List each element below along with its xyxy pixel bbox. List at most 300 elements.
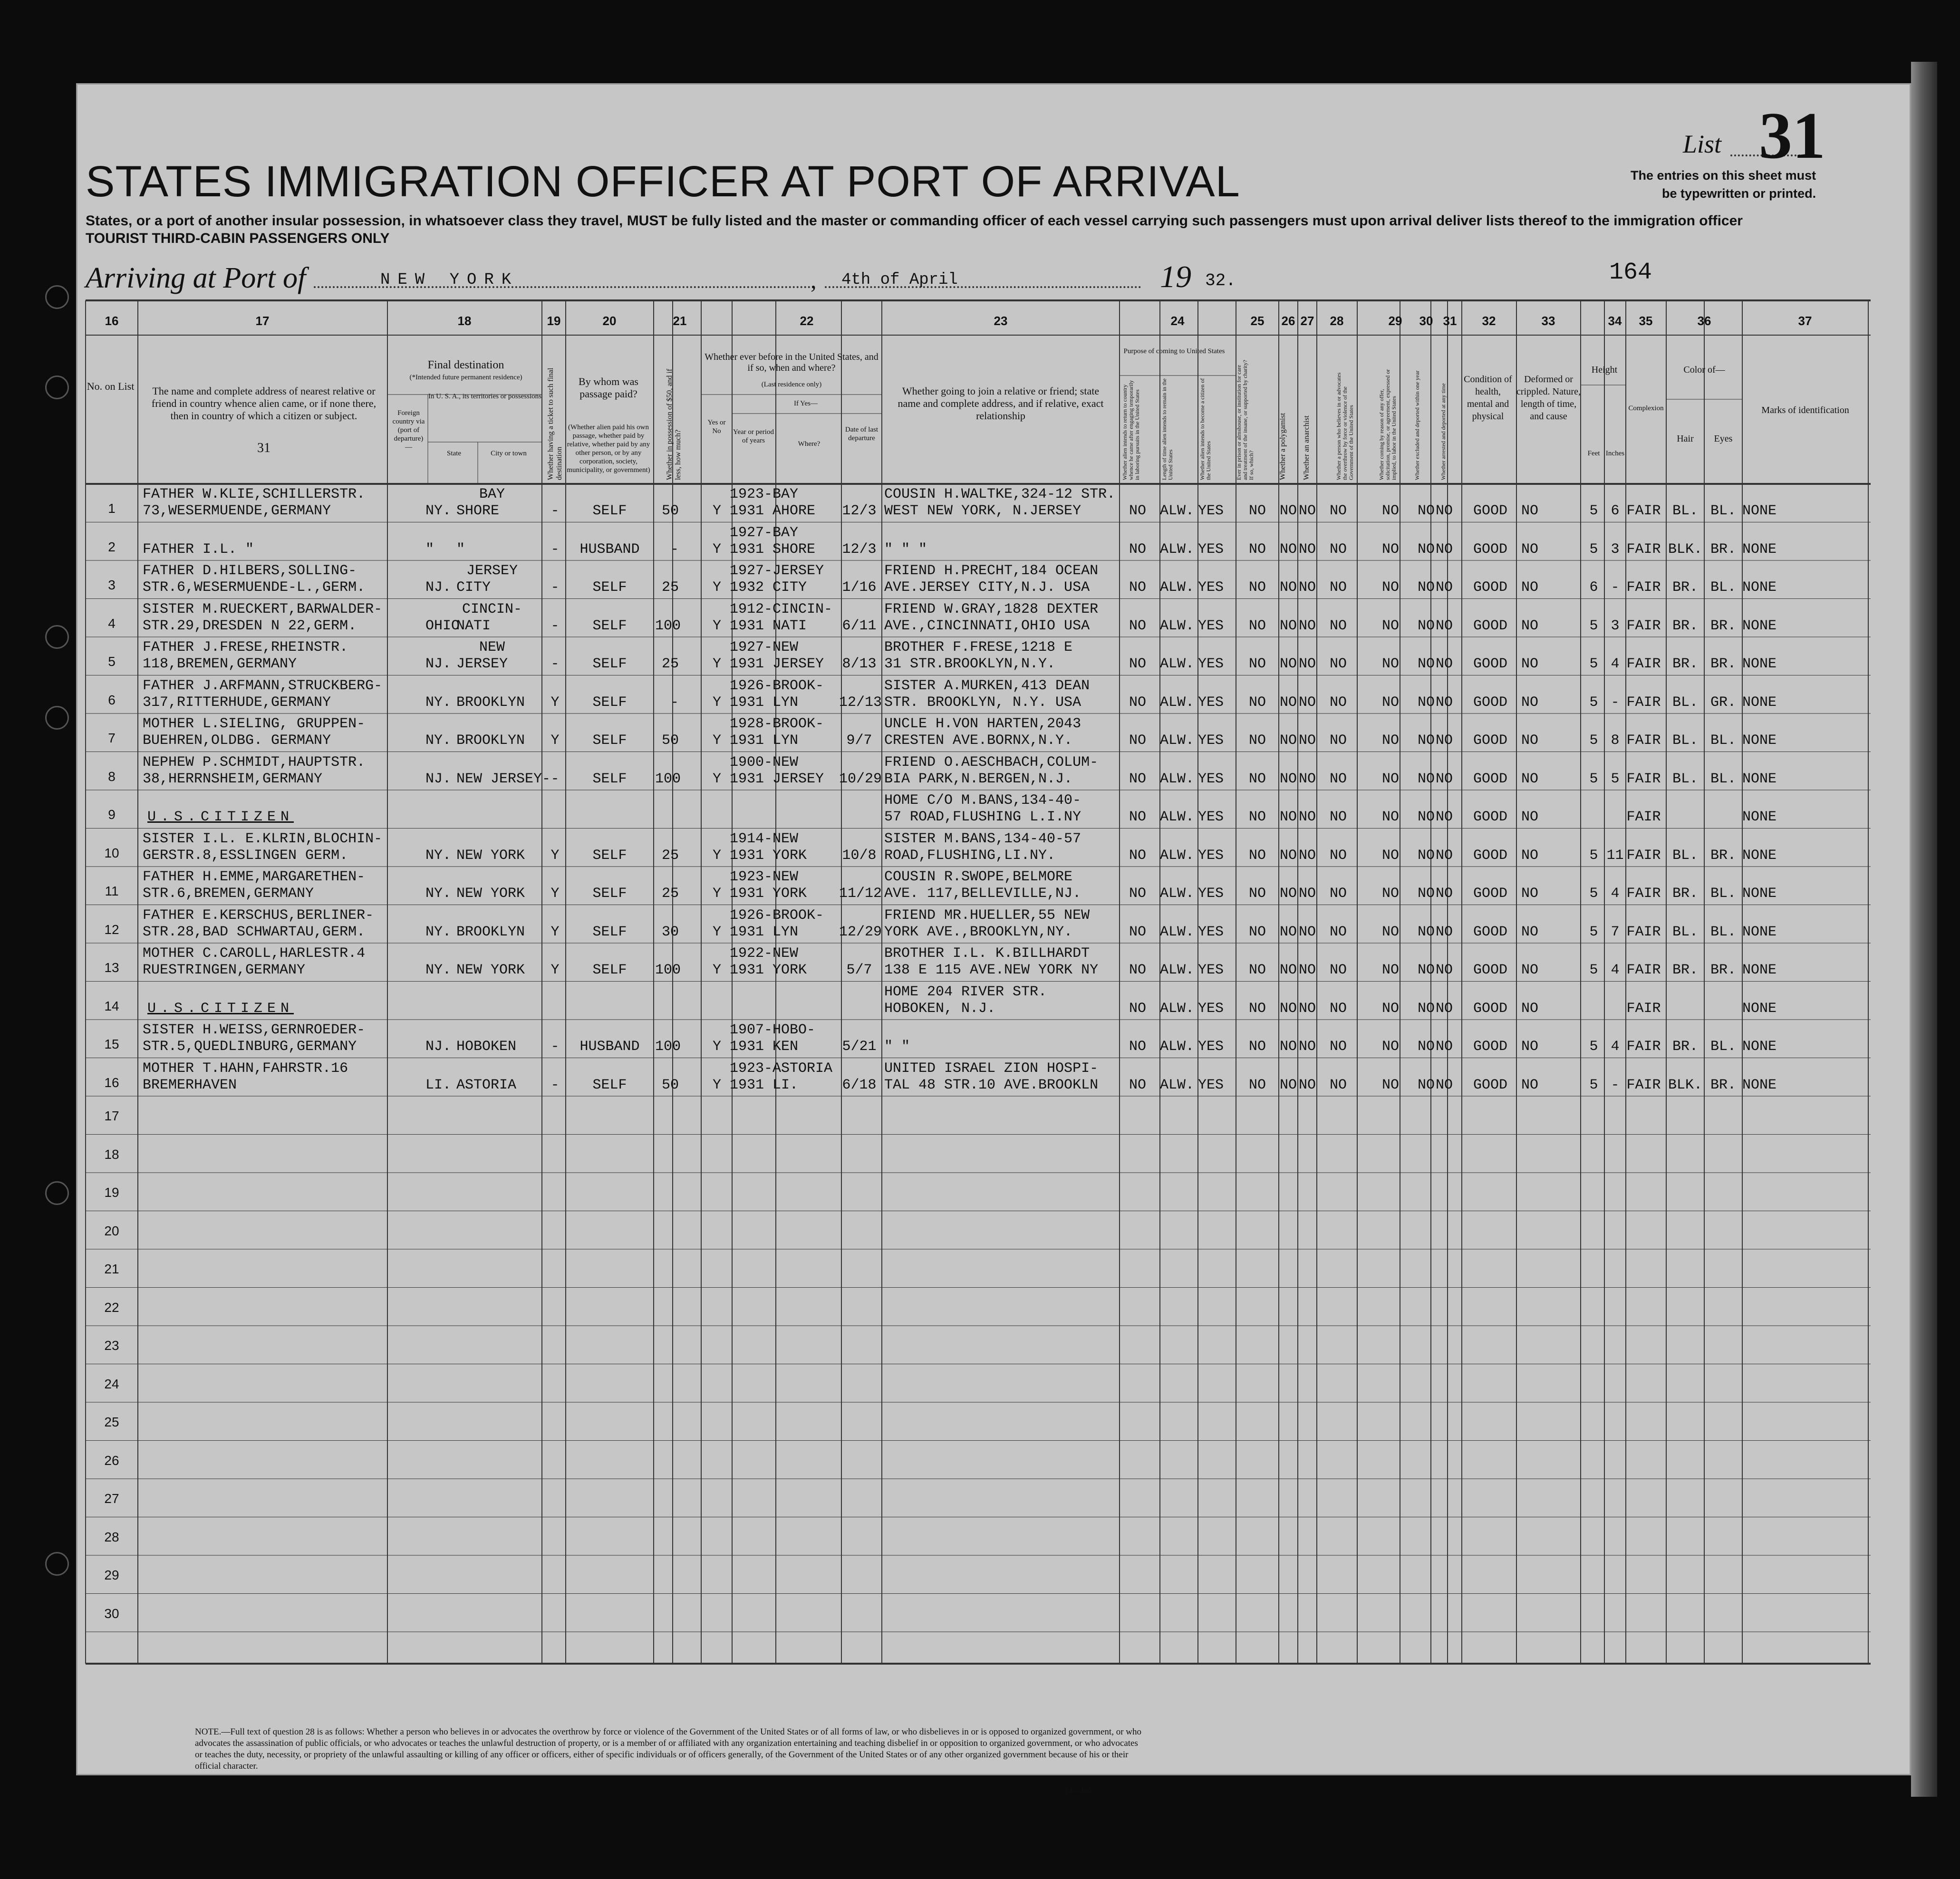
manifest-cell-c30: NO xyxy=(1417,617,1435,634)
manifest-cell-c28: NO xyxy=(1329,579,1347,596)
manifest-cell-paid: HUSBAND xyxy=(579,1039,640,1055)
manifest-cell-c28: NO xyxy=(1329,1000,1347,1017)
manifest-cell-c28: NO xyxy=(1329,503,1347,519)
manifest-cell-state: " xyxy=(425,541,434,558)
manifest-cell-c27: NO xyxy=(1298,771,1316,787)
col-21-header: Whether in possession of $50, and if less, how much? xyxy=(666,368,682,480)
empty-row-number: 21 xyxy=(104,1262,119,1276)
col-22-yesno: Yes or No xyxy=(707,419,726,435)
row-number: 11 xyxy=(105,884,119,898)
manifest-cell-c30: NO xyxy=(1417,541,1435,558)
manifest-cell-j2: AVE.,CINCINNATI,OHIO USA xyxy=(884,617,1090,634)
manifest-cell-comp: FAIR xyxy=(1626,809,1661,825)
manifest-cell-yn: Y xyxy=(712,886,721,902)
col-37-header: Marks of identification xyxy=(1761,405,1849,415)
manifest-cell-ret: NO xyxy=(1129,886,1147,902)
manifest-cell-money: 100 xyxy=(655,771,681,787)
manifest-cell-state: NY. xyxy=(425,732,452,749)
manifest-cell-health: GOOD xyxy=(1473,886,1507,902)
manifest-cell-c28: NO xyxy=(1329,732,1347,749)
manifest-cell-c26: NO xyxy=(1279,962,1297,978)
manifest-cell-c30: NO xyxy=(1417,924,1435,940)
manifest-cell-marks: NONE xyxy=(1742,1039,1777,1055)
column-number: 20 xyxy=(602,314,617,328)
manifest-cell-j1: FRIEND O.AESCHBACH,COLUM- xyxy=(884,754,1099,771)
manifest-cell-health: GOOD xyxy=(1473,962,1507,978)
manifest-cell-paid: SELF xyxy=(592,503,627,519)
column-number: 34 xyxy=(1608,314,1622,328)
row-number: 5 xyxy=(108,654,116,669)
manifest-cell-c29: NO xyxy=(1381,656,1399,672)
manifest-cell-j2: 57 ROAD,FLUSHING L.I.NY xyxy=(884,809,1081,825)
manifest-cell-yn: Y xyxy=(712,503,721,519)
col-36-header: Color of— xyxy=(1683,365,1725,375)
manifest-cell-yn: Y xyxy=(712,579,721,596)
manifest-cell-rel2: FATHER I.L. " xyxy=(143,541,254,558)
manifest-cell-money: 25 xyxy=(661,579,679,596)
manifest-cell-len: ALW. xyxy=(1160,579,1195,596)
manifest-cell-health: GOOD xyxy=(1473,579,1507,596)
manifest-cell-health: GOOD xyxy=(1473,809,1507,825)
row-number: 12 xyxy=(104,922,119,937)
manifest-cell-state: NJ. xyxy=(425,656,452,672)
manifest-cell-c26: NO xyxy=(1279,694,1297,711)
manifest-cell-marks: NONE xyxy=(1742,656,1777,672)
manifest-cell-ret: NO xyxy=(1129,656,1147,672)
manifest-cell-c28: NO xyxy=(1329,541,1347,558)
manifest-cell-comp: FAIR xyxy=(1626,771,1661,787)
manifest-cell-feet: 6 xyxy=(1589,579,1598,596)
manifest-cell-c31: NO xyxy=(1435,694,1453,711)
manifest-cell-len: ALW. xyxy=(1160,1039,1195,1055)
manifest-cell-p1: 1928-BROOK- xyxy=(730,716,824,732)
manifest-cell-deformed: NO xyxy=(1521,694,1539,711)
manifest-cell-comp: FAIR xyxy=(1626,541,1661,558)
manifest-cell-money: 50 xyxy=(661,1077,679,1093)
manifest-cell-city2: CITY xyxy=(456,579,491,596)
manifest-cell-p1: 1923-NEW xyxy=(730,869,799,885)
manifest-cell-eyes: BR. xyxy=(1710,617,1736,634)
manifest-cell-hair: BL. xyxy=(1672,503,1698,519)
manifest-cell-dep: 5/7 xyxy=(846,962,872,978)
manifest-cell-p2: 1931 SHORE xyxy=(730,541,816,558)
manifest-cell-rel1: NEPHEW P.SCHMIDT,HAUPTSTR. xyxy=(143,754,366,771)
col-24c-header: Whether alien intends to become a citizen of the United States xyxy=(1199,378,1212,480)
manifest-cell-paid: SELF xyxy=(592,732,627,749)
manifest-cell-len: ALW. xyxy=(1160,1000,1195,1017)
manifest-cell-p2: 1931 YORK xyxy=(730,847,807,864)
manifest-cell-state: NY. xyxy=(425,962,452,978)
manifest-cell-health: GOOD xyxy=(1473,1000,1507,1017)
manifest-cell-money: 25 xyxy=(661,886,679,902)
manifest-cell-deformed: NO xyxy=(1521,656,1539,672)
manifest-cell-feet: 5 xyxy=(1589,847,1598,864)
manifest-cell-state: NJ. xyxy=(425,579,452,596)
manifest-cell-city2: HOBOKEN xyxy=(456,1039,517,1055)
manifest-cell-comp: FAIR xyxy=(1626,694,1661,711)
manifest-cell-c25: NO xyxy=(1248,617,1266,634)
manifest-cell-j1: SISTER M.BANS,134-40-57 xyxy=(884,830,1081,847)
manifest-cell-c26: NO xyxy=(1279,732,1297,749)
manifest-cell-c27: NO xyxy=(1298,924,1316,940)
manifest-cell-ticket: - xyxy=(550,617,560,634)
manifest-cell-c31: NO xyxy=(1435,924,1453,940)
manifest-cell-money: 30 xyxy=(661,924,679,940)
manifest-cell-ticket: - xyxy=(550,579,560,596)
empty-row-number: 22 xyxy=(104,1300,119,1315)
manifest-cell-len: ALW. xyxy=(1160,694,1195,711)
manifest-cell-hair: BR. xyxy=(1672,617,1698,634)
manifest-cell-c31: NO xyxy=(1435,886,1453,902)
manifest-cell-city2: NEW YORK xyxy=(456,847,525,864)
manifest-cell-feet: 5 xyxy=(1589,886,1598,902)
col-18-sub: (*Intended future permanent residence) xyxy=(409,374,522,381)
manifest-cell-c31: NO xyxy=(1435,656,1453,672)
manifest-cell-ticket: - xyxy=(550,771,560,787)
manifest-cell-inches: - xyxy=(1611,1077,1620,1093)
row-number: 9 xyxy=(108,807,116,822)
manifest-cell-c26: NO xyxy=(1279,924,1297,940)
manifest-cell-state: NJ. xyxy=(425,1039,452,1055)
manifest-cell-rel1: SISTER I.L. E.KLRIN,BLOCHIN- xyxy=(143,830,383,847)
footnote: NOTE.—Full text of question 28 is as follows: Whether a person who believes in or advocates the overthrow by force or violence of the Government of the United States or of all forms of law, or who disbelieves in or is opposed to organized government, or who advocates the assassination of public officials, or who advocates or teaches the unlawful destruction of property, or is a member of or affiliated with any organization entertaining and teaching disbelief in or opposition to organized government, or who advocates or teaches the duty, necessity, or propriety of the unlawful assaulting or killing of any officer or officers, either of specific individuals or of officers generally, of the Government of the United States or of any other organized government because of his or their official character. xyxy=(195,1727,1142,1771)
manifest-cell-eyes: BL. xyxy=(1710,886,1736,902)
manifest-cell-comp: FAIR xyxy=(1626,732,1661,749)
row-number: 1 xyxy=(108,501,116,516)
manifest-cell-c31: NO xyxy=(1435,962,1453,978)
col-34-header: Height xyxy=(1591,365,1618,375)
manifest-cell-c26: NO xyxy=(1279,809,1297,825)
manifest-cell-health: GOOD xyxy=(1473,503,1507,519)
manifest-cell-cit: YES xyxy=(1198,809,1224,825)
manifest-cell-c26: NO xyxy=(1279,771,1297,787)
manifest-cell-paid: SELF xyxy=(592,771,627,787)
empty-row-number: 28 xyxy=(104,1529,119,1544)
col-18-city: City or town xyxy=(491,450,527,457)
manifest-cell-health: GOOD xyxy=(1473,771,1507,787)
manifest-cell-c31: NO xyxy=(1435,579,1453,596)
manifest-cell-yn: Y xyxy=(712,962,721,978)
empty-row-number: 30 xyxy=(104,1606,119,1621)
manifest-cell-comp: FAIR xyxy=(1626,579,1661,596)
manifest-cell-len: ALW. xyxy=(1160,771,1195,787)
manifest-cell-city2: ASTORIA xyxy=(456,1077,517,1093)
manifest-cell-p1: 1914-NEW xyxy=(730,830,799,847)
manifest-cell-c28: NO xyxy=(1329,962,1347,978)
manifest-cell-c28: NO xyxy=(1329,656,1347,672)
manifest-cell-len: ALW. xyxy=(1160,962,1195,978)
manifest-cell-city1: CINCIN- xyxy=(462,601,522,617)
manifest-cell-c29: NO xyxy=(1381,541,1399,558)
manifest-cell-paid: SELF xyxy=(592,886,627,902)
manifest-cell-state: OHIO xyxy=(425,617,460,634)
manifest-cell-feet: 5 xyxy=(1589,1039,1598,1055)
manifest-cell-c31: NO xyxy=(1435,1077,1453,1093)
col-31-header: Whether arrested and deported at any time xyxy=(1440,383,1447,480)
column-number: 29 xyxy=(1388,314,1402,328)
entries-note: The entries on this sheet must be typewritten or printed. xyxy=(1631,168,1816,201)
empty-row-number: 27 xyxy=(104,1491,119,1506)
column-number: 25 xyxy=(1250,314,1265,328)
manifest-cell-c25: NO xyxy=(1248,503,1266,519)
manifest-cell-c25: NO xyxy=(1248,771,1266,787)
manifest-cell-dep: 12/3 xyxy=(842,503,877,519)
manifest-cell-c27: NO xyxy=(1298,617,1316,634)
col-28-header: Whether a person who believes in or advocates the overthrow by force or violence of the Government of the United States xyxy=(1335,372,1354,480)
col-24a-header: Whether alien intends to return to country whence he came after engaging temporarily in laboring pursuits in the United States xyxy=(1121,380,1140,480)
manifest-cell-c25: NO xyxy=(1248,694,1266,711)
manifest-cell-rel1: MOTHER L.SIELING, GRUPPEN- xyxy=(143,716,366,732)
manifest-cell-eyes: BL. xyxy=(1710,924,1736,940)
column-number: 35 xyxy=(1639,314,1653,328)
manifest-cell-j1: BROTHER F.FRESE,1218 E xyxy=(884,639,1073,655)
manifest-cell-feet: 5 xyxy=(1589,694,1598,711)
manifest-cell-c29: NO xyxy=(1381,617,1399,634)
manifest-cell-len: ALW. xyxy=(1160,732,1195,749)
manifest-cell-len: ALW. xyxy=(1160,617,1195,634)
empty-row-number: 23 xyxy=(104,1338,119,1353)
manifest-cell-c28: NO xyxy=(1329,694,1347,711)
manifest-cell-marks: NONE xyxy=(1742,809,1777,825)
manifest-cell-hair: BLK. xyxy=(1668,1077,1702,1093)
manifest-cell-c28: NO xyxy=(1329,924,1347,940)
manifest-cell-inches: 3 xyxy=(1611,541,1620,558)
column-number: 19 xyxy=(547,314,561,328)
manifest-cell-marks: NONE xyxy=(1742,886,1777,902)
manifest-cell-c25: NO xyxy=(1248,1077,1266,1093)
manifest-cell-paid: SELF xyxy=(592,579,627,596)
manifest-cell-j1: HOME C/O M.BANS,134-40- xyxy=(884,792,1081,809)
manifest-cell-cit: YES xyxy=(1198,924,1224,940)
column-number: 30 xyxy=(1419,314,1433,328)
manifest-cell-c30: NO xyxy=(1417,579,1435,596)
manifest-cell-c25: NO xyxy=(1248,1039,1266,1055)
manifest-cell-money: 50 xyxy=(661,732,679,749)
manifest-cell-p1: 1912-CINCIN- xyxy=(730,601,833,617)
manifest-cell-city2: BROOKLYN xyxy=(456,694,525,711)
column-number: 17 xyxy=(255,314,270,328)
column-number: 21 xyxy=(673,314,687,328)
manifest-cell-cit: YES xyxy=(1198,1000,1224,1017)
manifest-cell-j2: STR. BROOKLYN, N.Y. USA xyxy=(884,694,1081,711)
manifest-cell-money: 100 xyxy=(655,1039,681,1055)
manifest-cell-c26: NO xyxy=(1279,656,1297,672)
manifest-cell-c30: NO xyxy=(1417,771,1435,787)
manifest-cell-inches: 4 xyxy=(1611,962,1620,978)
manifest-cell-p2: 1931 AHORE xyxy=(730,503,816,519)
manifest-cell-deformed: NO xyxy=(1521,617,1539,634)
manifest-cell-money: 25 xyxy=(661,847,679,864)
manifest-cell-ret: NO xyxy=(1129,924,1147,940)
manifest-cell-j2: CRESTEN AVE.BORNX,N.Y. xyxy=(884,732,1073,749)
manifest-cell-marks: NONE xyxy=(1742,617,1777,634)
col-27-header: Whether an anarchist xyxy=(1303,415,1311,480)
manifest-cell-ret: NO xyxy=(1129,1039,1147,1055)
manifest-cell-inches: - xyxy=(1611,694,1620,711)
manifest-cell-c30: NO xyxy=(1417,503,1435,519)
manifest-cell-c27: NO xyxy=(1298,809,1316,825)
manifest-cell-rel2: 38,HERRNSHEIM,GERMANY xyxy=(143,771,323,787)
manifest-cell-health: GOOD xyxy=(1473,1077,1507,1093)
manifest-cell-c27: NO xyxy=(1298,962,1316,978)
manifest-cell-len: ALW. xyxy=(1160,809,1195,825)
manifest-cell-paid: SELF xyxy=(592,656,627,672)
column-number: 37 xyxy=(1798,314,1812,328)
manifest-cell-c27: NO xyxy=(1298,656,1316,672)
manifest-cell-city2: BROOKLYN xyxy=(456,732,525,749)
manifest-cell-cit: YES xyxy=(1198,503,1224,519)
empty-row-number: 17 xyxy=(104,1108,119,1123)
manifest-cell-rel2: U.S.CITIZEN xyxy=(147,1000,294,1017)
manifest-cell-comp: FAIR xyxy=(1626,503,1661,519)
manifest-cell-eyes: GR. xyxy=(1710,694,1736,711)
manifest-cell-marks: NONE xyxy=(1742,847,1777,864)
manifest-cell-p2: 1931 YORK xyxy=(730,886,807,902)
manifest-cell-inches: 4 xyxy=(1611,656,1620,672)
manifest-cell-dep: 12/29 xyxy=(839,924,882,940)
form-number: 14—480 xyxy=(1065,1787,1091,1795)
manifest-cell-eyes: BR. xyxy=(1710,847,1736,864)
manifest-cell-deformed: NO xyxy=(1521,809,1539,825)
manifest-cell-marks: NONE xyxy=(1742,1000,1777,1017)
manifest-cell-inches: 6 xyxy=(1611,503,1620,519)
col-18-header: Final destination xyxy=(427,359,504,371)
manifest-cell-c29: NO xyxy=(1381,847,1399,864)
year-prefix: 19 xyxy=(1160,260,1191,294)
manifest-cell-ret: NO xyxy=(1129,1000,1147,1017)
manifest-cell-health: GOOD xyxy=(1473,847,1507,864)
manifest-cell-dep: 9/7 xyxy=(846,732,872,749)
manifest-cell-deformed: NO xyxy=(1521,579,1539,596)
manifest-cell-health: GOOD xyxy=(1473,924,1507,940)
column-number: 24 xyxy=(1170,314,1185,328)
row-number: 7 xyxy=(108,731,116,745)
manifest-cell-marks: NONE xyxy=(1742,503,1777,519)
manifest-cell-c30: NO xyxy=(1417,732,1435,749)
manifest-cell-c31: NO xyxy=(1435,1000,1453,1017)
manifest-cell-state: NY. xyxy=(425,503,452,519)
manifest-cell-feet: 5 xyxy=(1589,617,1598,634)
manifest-cell-city1: BAY xyxy=(479,486,505,502)
manifest-cell-health: GOOD xyxy=(1473,656,1507,672)
manifest-cell-rel2: RUESTRINGEN,GERMANY xyxy=(143,962,306,978)
manifest-cell-cit: YES xyxy=(1198,886,1224,902)
port-value: NEW YORK xyxy=(380,271,519,289)
col-18-foreign: Foreign country via (port of departure)— xyxy=(392,409,425,451)
col-22-ifyes: If Yes— xyxy=(793,400,818,407)
arriving-label: Arriving at Port of xyxy=(86,262,306,294)
manifest-cell-c31: NO xyxy=(1435,847,1453,864)
manifest-cell-rel2: STR.29,DRESDEN N 22,GERM. xyxy=(143,617,357,634)
manifest-cell-yn: Y xyxy=(712,617,721,634)
manifest-cell-c31: NO xyxy=(1435,809,1453,825)
manifest-cell-c30: NO xyxy=(1417,962,1435,978)
manifest-cell-deformed: NO xyxy=(1521,924,1539,940)
manifest-cell-comp: FAIR xyxy=(1626,924,1661,940)
manifest-cell-dep: 6/11 xyxy=(842,617,877,634)
manifest-cell-j1: SISTER A.MURKEN,413 DEAN xyxy=(884,677,1090,694)
manifest-cell-marks: NONE xyxy=(1742,962,1777,978)
manifest-cell-state: LI. xyxy=(425,1077,452,1093)
manifest-cell-money: - xyxy=(670,694,679,711)
manifest-cell-hair: BR. xyxy=(1672,1039,1698,1055)
manifest-cell-rel2: BREMERHAVEN xyxy=(143,1077,237,1093)
manifest-cell-c30: NO xyxy=(1417,694,1435,711)
manifest-cell-c31: NO xyxy=(1435,732,1453,749)
manifest-cell-ret: NO xyxy=(1129,617,1147,634)
manifest-cell-ret: NO xyxy=(1129,771,1147,787)
manifest-cell-p1: 1927-BAY xyxy=(730,524,799,541)
manifest-cell-city2: " xyxy=(456,541,465,558)
manifest-cell-c25: NO xyxy=(1248,541,1266,558)
manifest-cell-hair: BL. xyxy=(1672,732,1698,749)
manifest-cell-c28: NO xyxy=(1329,771,1347,787)
manifest-cell-rel1: FATHER E.KERSCHUS,BERLINER- xyxy=(143,907,374,924)
manifest-cell-c31: NO xyxy=(1435,771,1453,787)
col-24b-header: Length of time alien intends to remain in the United States xyxy=(1161,378,1174,480)
manifest-cell-money: - xyxy=(670,541,679,558)
manifest-cell-ret: NO xyxy=(1129,962,1147,978)
empty-row-number: 29 xyxy=(104,1568,119,1582)
manifest-cell-dep: 8/13 xyxy=(842,656,877,672)
manifest-cell-len: ALW. xyxy=(1160,847,1195,864)
manifest-cell-c27: NO xyxy=(1298,847,1316,864)
column-number: 32 xyxy=(1482,314,1496,328)
manifest-cell-inches: 4 xyxy=(1611,886,1620,902)
manifest-cell-feet: 5 xyxy=(1589,771,1598,787)
col-20-header: By whom was passage paid? xyxy=(579,376,638,400)
manifest-cell-cit: YES xyxy=(1198,694,1224,711)
manifest-cell-health: GOOD xyxy=(1473,694,1507,711)
manifest-cell-rel2: 118,BREMEN,GERMANY xyxy=(143,656,297,672)
manifest-cell-p2: 1931 LI. xyxy=(730,1077,799,1093)
manifest-cell-c26: NO xyxy=(1279,1039,1297,1055)
manifest-cell-marks: NONE xyxy=(1742,579,1777,596)
manifest-cell-j2: BIA PARK,N.BERGEN,N.J. xyxy=(884,771,1073,787)
manifest-cell-c30: NO xyxy=(1417,847,1435,864)
manifest-cell-feet: 5 xyxy=(1589,503,1598,519)
manifest-cell-j2: HOBOKEN, N.J. xyxy=(884,1000,996,1017)
manifest-cell-p2: 1932 CITY xyxy=(730,579,807,596)
manifest-cell-health: GOOD xyxy=(1473,541,1507,558)
manifest-cell-paid: SELF xyxy=(592,847,627,864)
manifest-cell-p2: 1931 JERSEY xyxy=(730,771,824,787)
manifest-cell-rel2: 73,WESERMUENDE,GERMANY xyxy=(143,503,331,519)
manifest-cell-inches: 11 xyxy=(1606,847,1624,864)
manifest-cell-paid: SELF xyxy=(592,694,627,711)
manifest-cell-p1: 1923-BAY xyxy=(730,486,799,502)
column-number: 22 xyxy=(800,314,814,328)
empty-row-number: 20 xyxy=(104,1223,119,1238)
manifest-cell-eyes: BL. xyxy=(1710,579,1736,596)
manifest-cell-rel2: BUEHREN,OLDBG. GERMANY xyxy=(143,732,331,749)
col-18-usa: In U. S. A., its territories or possessions xyxy=(428,393,541,400)
manifest-cell-hair: BL. xyxy=(1672,924,1698,940)
manifest-cell-p1: 1926-BROOK- xyxy=(730,907,824,924)
manifest-cell-yn: Y xyxy=(712,847,721,864)
manifest-cell-yn: Y xyxy=(712,1077,721,1093)
manifest-cell-c25: NO xyxy=(1248,732,1266,749)
manifest-cell-hair: BR. xyxy=(1672,656,1698,672)
manifest-cell-c29: NO xyxy=(1381,924,1399,940)
manifest-cell-inches: 4 xyxy=(1611,1039,1620,1055)
col-25-header: Ever in prison or almshouse, or institution for care and treatment of the insane, or supported by charity? If so, which? xyxy=(1236,360,1255,480)
manifest-cell-feet: 5 xyxy=(1589,541,1598,558)
subtitle: States, or a port of another insular possession, in whatsoever class they travel, MUST be fully listed and the master or commanding officer of each vessel carrying such passengers must upon arrival deliver lists thereof to the immigration officer xyxy=(86,213,1743,229)
manifest-cell-p1: 1927-JERSEY xyxy=(730,563,824,579)
manifest-cell-c27: NO xyxy=(1298,886,1316,902)
manifest-cell-c28: NO xyxy=(1329,1039,1347,1055)
